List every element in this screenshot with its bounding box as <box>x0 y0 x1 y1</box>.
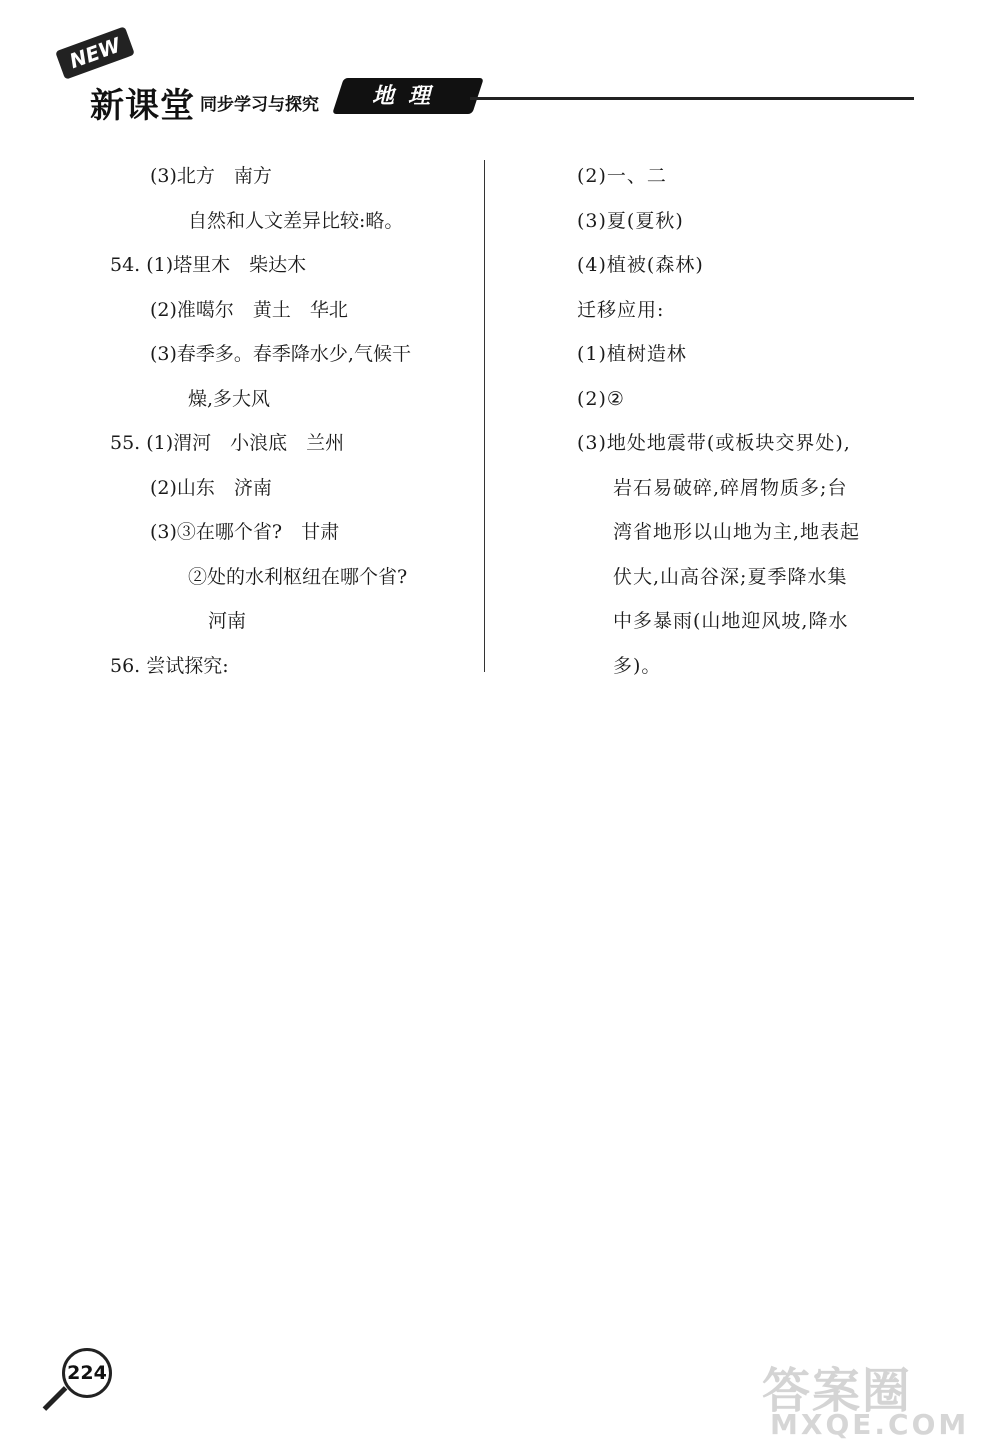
answer-line: (2)准噶尔 黄土 华北 <box>150 298 348 321</box>
answer-line: (3)③在哪个省? 甘肃 <box>150 521 340 543</box>
answer-line: 54. (1)塔里木 柴达木 <box>110 254 307 276</box>
answer-line: 湾省地形以山地为主,地表起 <box>613 521 861 543</box>
brand-subtitle: 同步学习与探究 <box>200 95 319 115</box>
answer-line: ②处的水利枢纽在哪个省? <box>188 565 408 588</box>
magnifier-handle-icon <box>43 1386 68 1411</box>
answer-line: 56. 尝试探究: <box>110 654 229 677</box>
answer-line: 河南 <box>208 610 247 632</box>
answer-line: 多)。 <box>613 654 662 677</box>
header-rule <box>470 97 914 100</box>
column-divider <box>484 160 485 672</box>
answer-line: 迁移应用: <box>577 298 665 321</box>
answer-line: (1)植树造林 <box>577 343 687 365</box>
answer-column-right <box>577 158 907 692</box>
answer-line: (3)北方 南方 <box>150 165 272 187</box>
answer-line: (2)山东 济南 <box>150 476 272 499</box>
answer-line: 中多暴雨(山地迎风坡,降水 <box>613 610 849 632</box>
answer-line: (3)春季多。春季降水少,气候干 <box>150 343 411 365</box>
answer-line: (4)植被(森林) <box>577 254 704 276</box>
watermark-url: MXQE.COM <box>770 1408 970 1441</box>
subject-label: 地理 <box>371 83 444 109</box>
page-number: 224 <box>62 1348 112 1398</box>
answer-line: (2)② <box>577 387 625 410</box>
answer-line: (3)夏(夏秋) <box>577 209 684 232</box>
answer-line: 55. (1)渭河 小浪底 兰州 <box>110 432 345 454</box>
page-header <box>0 0 1000 150</box>
new-badge: NEW <box>55 26 135 80</box>
answer-line: (2)一、二 <box>577 165 667 187</box>
answer-column-left <box>110 158 480 692</box>
answer-line: 伏大,山高谷深;夏季降水集 <box>613 565 848 588</box>
answer-line: 岩石易破碎,碎屑物质多;台 <box>613 476 848 499</box>
answer-line: 燥,多大风 <box>188 387 271 410</box>
watermark-logo: 答案圈 <box>762 1363 913 1419</box>
answer-line: (3)地处地震带(或板块交界处), <box>577 432 851 454</box>
brand-title: 新课堂 <box>90 86 195 126</box>
answer-line: 自然和人文差异比较:略。 <box>188 209 404 232</box>
